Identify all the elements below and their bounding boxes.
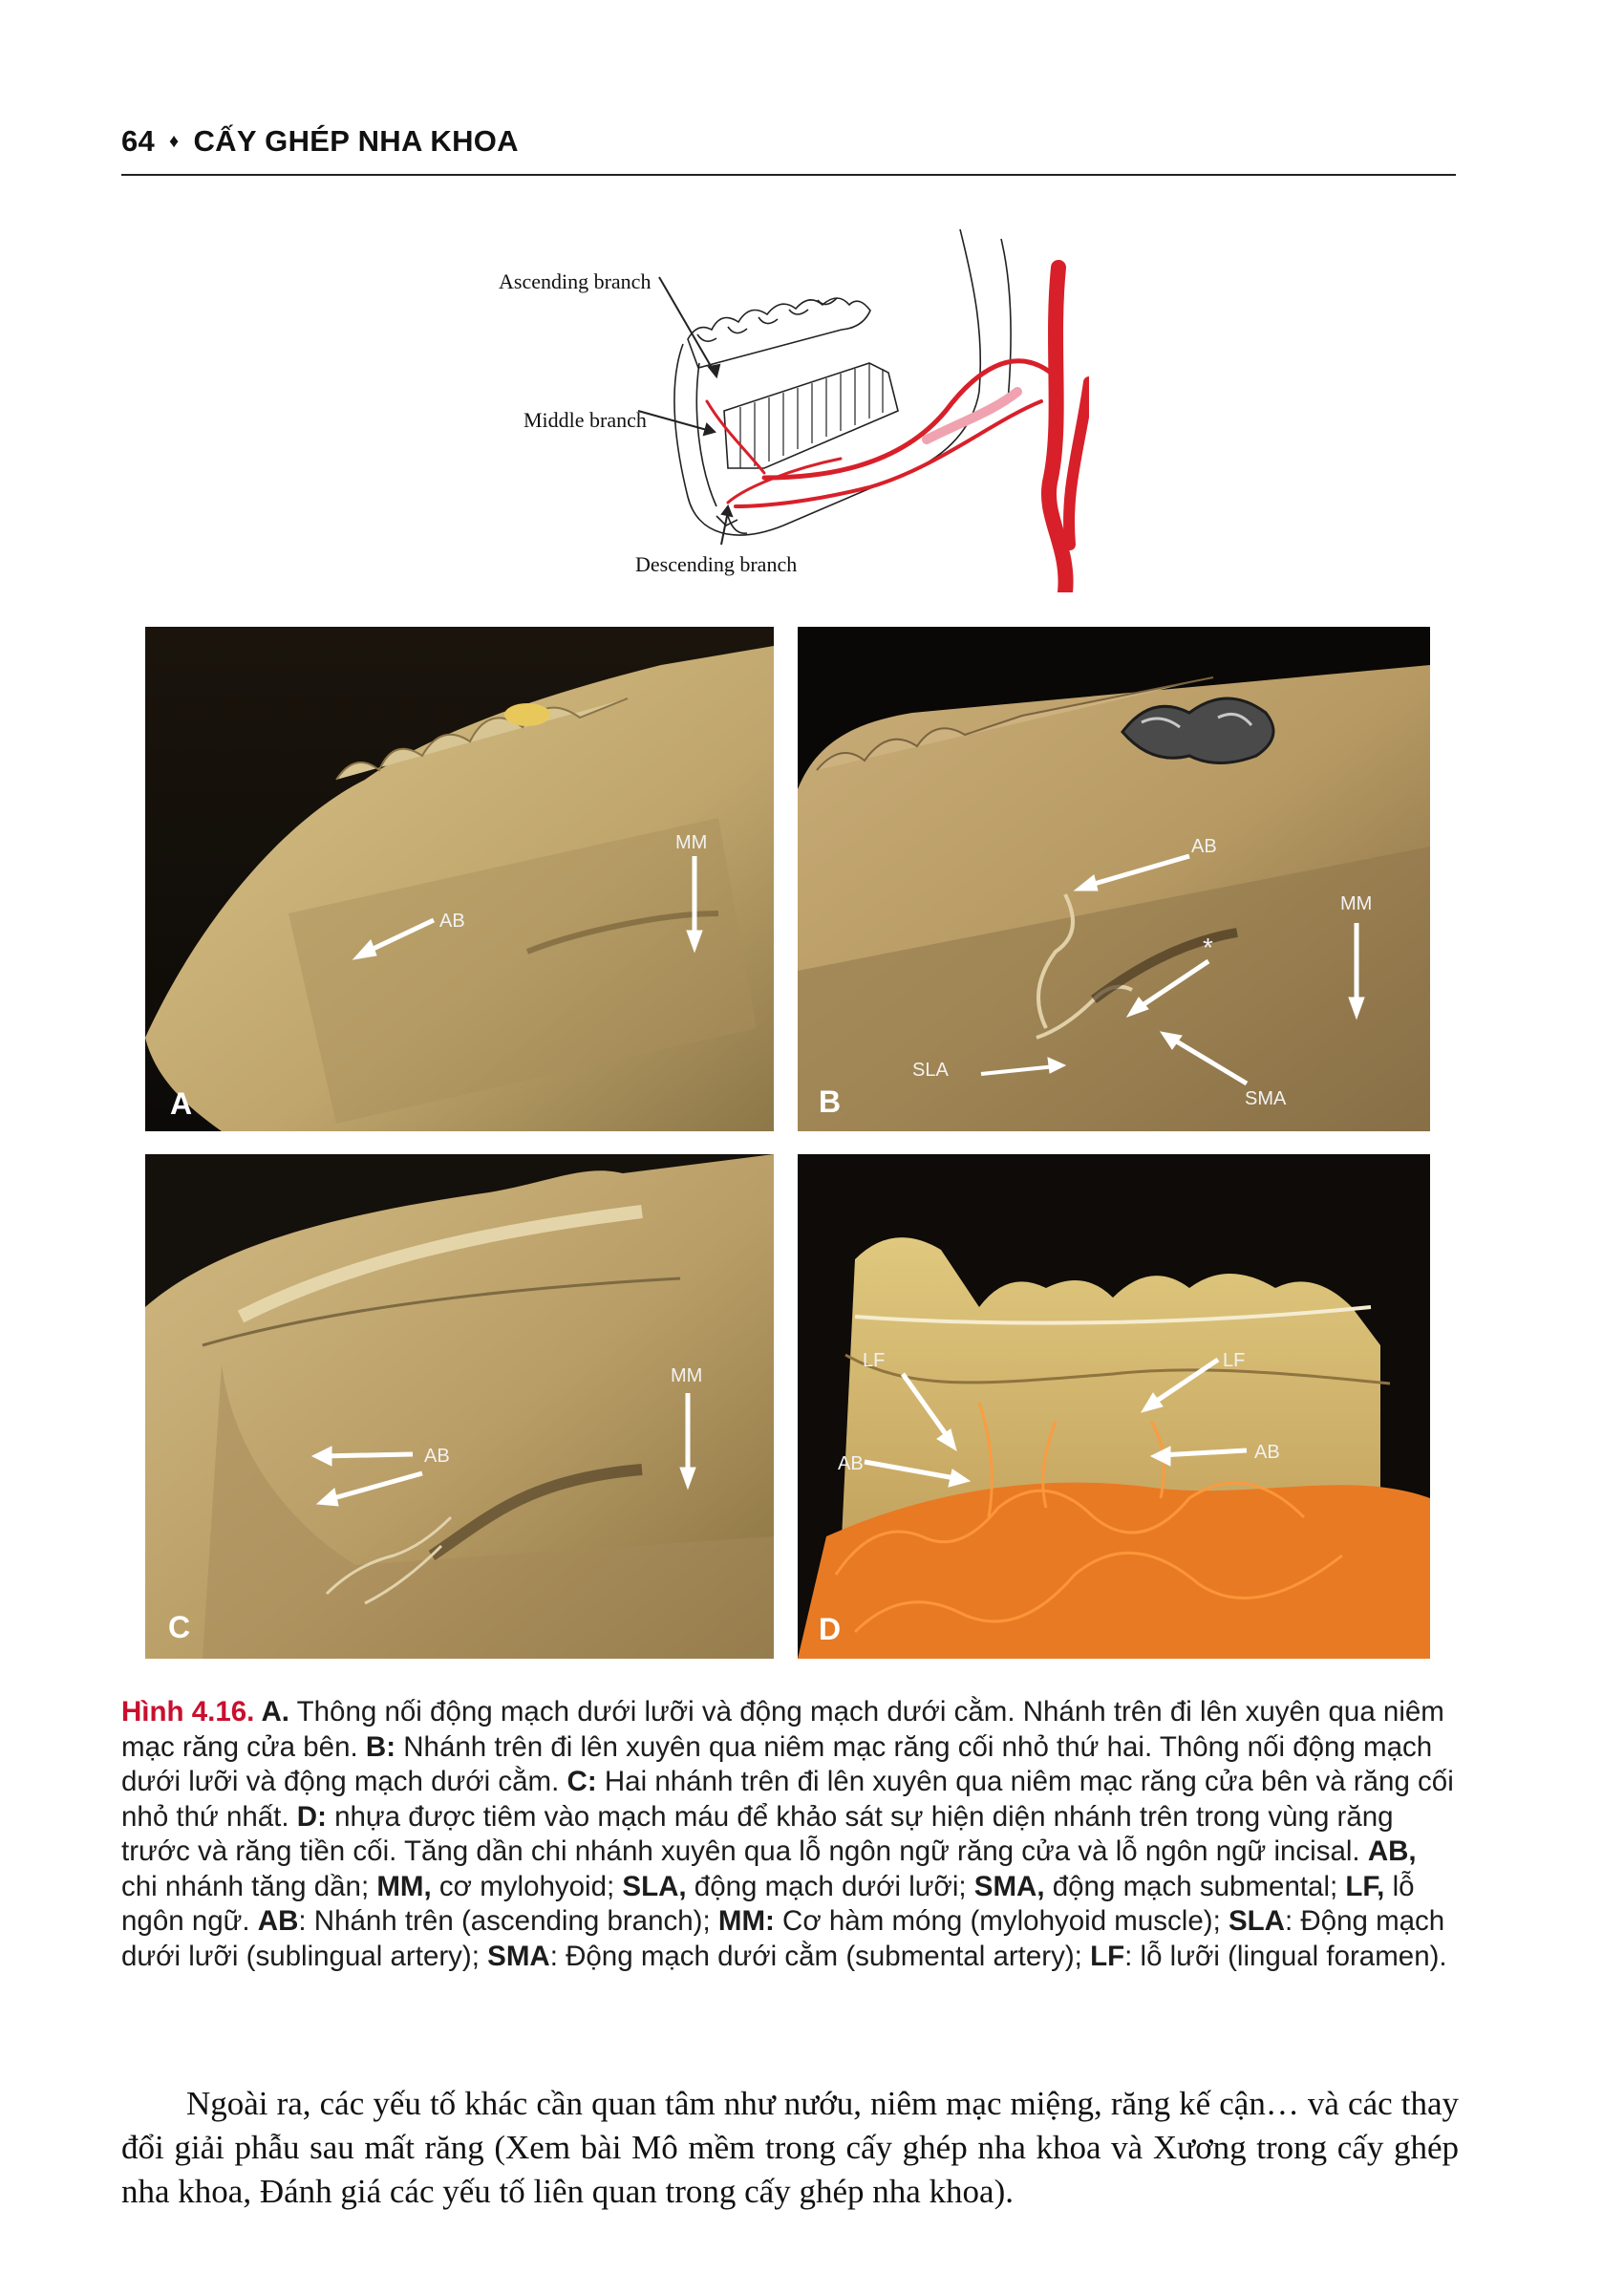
caption-text: : Động mạch dưới cằm (submental artery); — [549, 1940, 1091, 1972]
photo-panel-d — [798, 1154, 1430, 1659]
mylohyoid-outline — [724, 363, 898, 468]
photo-b-svg — [798, 627, 1430, 1131]
label-middle-branch: Middle branch — [524, 408, 647, 432]
photo-panel-b — [798, 627, 1430, 1131]
caption-text: động mạch submental; — [1044, 1870, 1346, 1902]
photo-a-label-ab: AB — [439, 911, 465, 932]
caption-text: : Nhánh trên (ascending branch); — [298, 1905, 718, 1937]
caption-term: AB, — [1367, 1835, 1417, 1867]
caption-term: AB — [257, 1905, 299, 1937]
photo-a-label-mm: MM — [675, 832, 708, 853]
photo-a-svg — [145, 627, 774, 1131]
artery-diagram — [478, 229, 1089, 592]
caption-term: SLA, — [622, 1870, 687, 1902]
caption-text: lỗ ngôn ngữ. — [121, 1870, 1415, 1937]
figure-label: Hình 4.16. — [121, 1696, 255, 1727]
caption-term: MM: — [717, 1905, 775, 1937]
photo-d-svg — [798, 1154, 1430, 1659]
artery-diagram-svg — [478, 229, 1089, 592]
descending-pointer — [721, 511, 728, 545]
caption-text: nhựa được tiêm vào mạch máu để khảo sát sự hiện diện nhánh trên trong vùng răng trước và răng tiền cối. Tăng dần chi nhánh xuyên qua lỗ ngôn ngữ răng cửa và lỗ ngôn ngữ incisal. — [121, 1800, 1394, 1867]
photo-b-label-asterisk: * — [1203, 933, 1213, 962]
photo-d-letter: D — [819, 1612, 842, 1646]
caption-text: cơ mylohyoid; — [431, 1870, 623, 1902]
teeth-outline — [688, 298, 870, 368]
photo-b-letter: B — [819, 1084, 842, 1119]
running-title: CẤY GHÉP NHA KHOA — [193, 124, 519, 158]
caption-text: : lỗ lưỡi (lingual foramen). — [1124, 1940, 1447, 1972]
diamond-separator-icon: ♦ — [169, 131, 180, 152]
photo-b-label-mm: MM — [1340, 893, 1373, 914]
caption-text: Cơ hàm móng (mylohyoid muscle); — [774, 1905, 1229, 1937]
caption-term: B: — [365, 1730, 396, 1763]
caption-term: SLA — [1228, 1905, 1285, 1937]
muscle-hatching — [740, 364, 883, 468]
header-rule — [121, 174, 1456, 176]
caption-text: Thông nối động mạch dưới lưỡi và động mạch dưới cằm. Nhánh trên đi lên xuyên qua niêm mạc răng cửa bên. — [121, 1696, 1444, 1763]
label-ascending-branch: Ascending branch — [499, 269, 652, 293]
caption-term: D: — [296, 1800, 327, 1833]
page-number: 64 — [121, 124, 156, 158]
photo-panel-a — [145, 627, 774, 1131]
caption-term: C: — [566, 1766, 597, 1797]
photo-d-label-ab-right: AB — [1254, 1442, 1280, 1463]
photo-d-label-lf-right: LF — [1223, 1350, 1246, 1371]
caption-text: động mạch dưới lưỡi; — [686, 1870, 974, 1902]
photo-b-label-sma: SMA — [1245, 1088, 1287, 1109]
artery-paths — [707, 268, 1089, 592]
photo-panel-c — [145, 1154, 774, 1659]
caption-text: Hai nhánh trên đi lên xuyên qua niêm mạc răng cửa bên và răng cối nhỏ thứ nhất. — [121, 1766, 1454, 1833]
figure-caption — [121, 1695, 1459, 1974]
ascending-pointer — [659, 277, 715, 373]
photo-a-letter: A — [170, 1086, 193, 1121]
caption-term: MM, — [376, 1870, 432, 1902]
label-descending-branch: Descending branch — [635, 552, 798, 576]
photo-c-label-ab: AB — [424, 1446, 450, 1467]
caption-body — [121, 1696, 1454, 1972]
page-header — [121, 124, 519, 159]
caption-term: SMA — [487, 1940, 550, 1972]
caption-term: LF, — [1345, 1870, 1385, 1902]
caption-term: SMA, — [973, 1870, 1045, 1902]
caption-term: A. — [254, 1696, 289, 1727]
caption-text: chi nhánh tăng dần; — [121, 1870, 377, 1902]
caption-text: Nhánh trên đi lên xuyên qua niêm mạc răng cối nhỏ thứ hai. Thông nối động mạch dưới lưỡi và động mạch dưới cằm. — [121, 1730, 1433, 1797]
caption-term: LF — [1090, 1940, 1125, 1972]
photo-d-label-lf-left: LF — [863, 1350, 886, 1371]
photo-d-label-ab-left: AB — [838, 1453, 864, 1474]
photo-c-letter: C — [168, 1610, 191, 1644]
caption-text: : Động mạch dưới lưỡi (sublingual artery); — [121, 1905, 1445, 1972]
photo-c-label-mm: MM — [671, 1365, 703, 1386]
photo-b-label-ab: AB — [1191, 836, 1217, 857]
photo-b-label-sla: SLA — [912, 1060, 949, 1081]
photo-c-svg — [145, 1154, 774, 1659]
body-paragraph: Ngoài ra, các yếu tố khác cần quan tâm như nướu, niêm mạc miệng, răng kế cận… và các thay đổi giải phẫu sau mất răng (Xem bài Mô mềm trong cấy ghép nha khoa và Xương trong cấy ghép nha khoa, Đánh giá các yếu tố liên quan trong cấy ghép nha khoa). — [121, 2085, 1459, 2210]
